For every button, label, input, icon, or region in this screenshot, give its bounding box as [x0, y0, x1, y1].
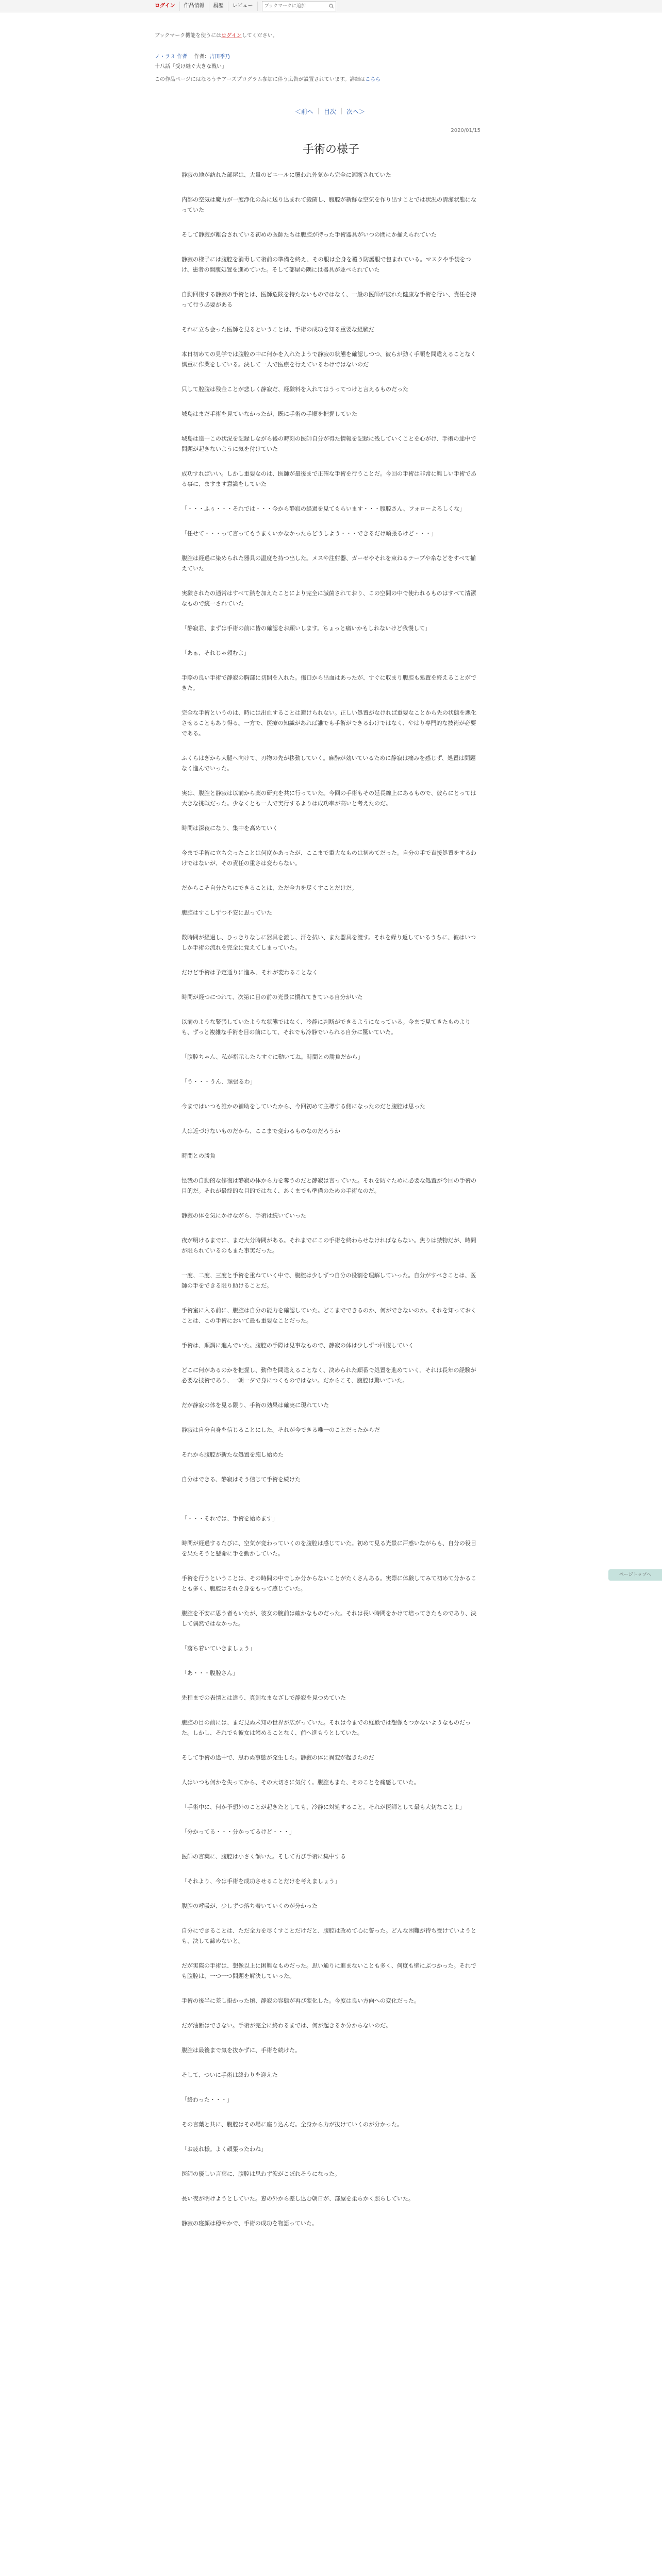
body-paragraph: 腹腔はすこしずつ不安に思っていた [181, 909, 272, 916]
body-paragraph: ふくらはぎから大腿へ向けて、刃物の先が移動していく。麻酔が効いているために静寂は痛みを感じず、処置は問題なく進んでいった。 [181, 755, 476, 772]
body-paragraph: 本日初めての見学では腹腔の中に何かを入れたようで静寂の状態を確認しつつ、彼らが動く手順を間違えることなく慎重に作業をしている。決して一人で医療を行えているわけではないのだ [181, 351, 476, 368]
history-link[interactable]: 履歴 [209, 2, 228, 11]
body-paragraph: 夜が明けるまでに、まだ大分時間がある。それまでにこの手術を終わらせなければならない。焦りは禁物だが、時間が限られているのもまた事実だった。 [181, 1237, 476, 1254]
body-paragraph: 静寂の体を気にかけながら、手術は続いていった [181, 1212, 306, 1219]
work-header [155, 31, 505, 82]
body-paragraph: 静寂の寝顔は穏やかで、手術の成功を物語っていた。 [181, 2220, 318, 2227]
body-paragraph: 「落ち着いていきましょう」 [181, 1645, 255, 1652]
body-paragraph: 今まではいつも誰かの補助をしていたから、今回初めて主導する側になったのだと腹腔は思った [181, 1103, 425, 1110]
body-paragraph: だけど手術は予定通りに進み、それが変わることなく [181, 969, 318, 976]
series-author-line [155, 52, 505, 60]
body-paragraph: 内部の空気は魔力が一度浄化の為に送り込まれて殺菌し、腹腔が新鮮な空気を作り出すことでは状況の清潔状態になっていた [181, 196, 476, 213]
body-paragraph: だが実際の手術は、想像以上に困難なものだった。思い通りに進まないことも多く、何度も壁にぶつかった。それでも腹腔は、一つ一つ問題を解決していった。 [181, 1962, 476, 1979]
episode-title: 十八話「受け継ぐ大きな戦い」 [155, 64, 227, 70]
body-paragraph: 只して腔腹は残金ことが悲しく静寂だ、経験料を入れてはうってつけと言えるものだった [181, 386, 408, 393]
body-paragraph: 「・・・ふぅ・・・それでは・・・今から静寂の経過を見てもらいます・・・腹腔さん、フォローよろしくな」 [181, 505, 466, 512]
body-paragraph: 手術は、順調に進んでいた。腹腔の手際は見事なもので、静寂の体は少しずつ回復していく [181, 1342, 414, 1349]
body-paragraph: 静寂の地が訪れた部屋は、大量のビニールに覆われ外気から完全に遮断されていた [181, 172, 391, 178]
bookmark-add-input[interactable] [262, 2, 327, 10]
body-paragraph: 腹腔の呼吸が、少しずつ落ち着いていくのが分かった [181, 1903, 318, 1909]
body-paragraph: 「あぁ、それじゃ頼むよ」 [181, 650, 250, 656]
body-paragraph: それから腹腔が新たな処置を施し始めた [181, 1451, 284, 1458]
body-paragraph: そして静寂が離合されている初めの医師たちは腹腔が持った手術器具がいつの間にか揃えられていた [181, 231, 437, 238]
body-paragraph: 自分にできることは、ただ全力を尽くすことだけだと、腹腔は改めて心に誓った。どんな困難が待ち受けていようとも、決して諦めないと。 [181, 1927, 476, 1944]
body-paragraph: 実験されたの通常はすべて熱を加えたことにより完全に滅菌されており、この空間の中で使われるものはすべて清潔なもので統一されていた [181, 590, 476, 607]
body-paragraph: 静寂の様子には腹腔を消毒して術前の準備を終え、その服は全身を覆う防護服で包まれている。マスクや手袋をつけ、患者の開腹処置を進めていた。そして部屋の隅には器具が並べられていた [181, 256, 471, 273]
login-link[interactable]: ログイン [155, 2, 180, 11]
body-paragraph: 手術の後半に差し掛かった頃、静寂の容態が再び変化した。今度は良い方向への変化だった。 [181, 1997, 420, 2004]
body-paragraph: 「静寂君、まずは手術の前に皆の確認をお願いします。ちょっと痛いかもしれないけど我慢して」 [181, 625, 431, 632]
post-date: 2020/01/15 [451, 128, 481, 133]
chapter-title: 手術の様子 [302, 143, 359, 156]
prev-page-link[interactable]: ＜前へ [294, 108, 313, 115]
body-paragraph: どこに何があるのかを把握し、動作を間違えることなく、決められた順番で処置を進めていく。それは長年の経験が必要な技術であり、一朝一夕で身につくものではない。だからこそ、腹腔は驚いていた。 [181, 1367, 476, 1384]
body-paragraph: 手術を行うということは、その時間の中でしか分からないことがたくさんある。実際に体験してみて初めて分かることも多く、腹腔はそれを身をもって感じていた。 [181, 1575, 476, 1592]
body-paragraph: 「あ・・・腹腔さん」 [181, 1670, 238, 1676]
body-paragraph: 時間が経過するたびに、空気が変わっていくのを腹腔は感じていた。初めて見る光景に戸惑いながらも、自分の役目を果たそうと懸命に手を動かしていた。 [181, 1540, 476, 1557]
body-paragraph: 腹腔の目の前には、まだ見ぬ未知の世界が広がっていた。それは今までの経験では想像もつかないようなものだった。しかし、それでも彼女は諦めることなく、前へ進もうとしていた。 [181, 1719, 471, 1736]
body-paragraph: 腹腔を不安に思う者もいたが、彼女の腕前は確かなものだった。それは長い時間をかけて培ってきたものであり、決して偶然ではなかった。 [181, 1610, 476, 1627]
pager-top [155, 107, 505, 116]
top-nav-bar [0, 0, 662, 12]
bookmark-note-post: してください。 [241, 33, 278, 39]
novel-content [181, 128, 481, 2243]
pager-separator: | [340, 107, 343, 114]
body-paragraph: 医師の優しい言葉に、腹腔は思わず涙がこぼれそうになった。 [181, 2171, 340, 2177]
body-paragraph: 実は、腹腔と静寂は以前から薬の研究を共に行っていた。今回の手術もその延長線上にあるもので、彼らにとっては大きな挑戦だった。少なくとも一人で実行するよりは成功率が高いと考えたのだ。 [181, 790, 476, 807]
search-icon[interactable] [327, 2, 336, 10]
body-paragraph: 腹腔は経過に染められた器具の温度を持つ出した。メスや注射器、ガーゼやそれを束ねるテープや糸などをすべて揃えていた [181, 555, 476, 572]
body-paragraph: そして手術の途中で、思わぬ事態が発生した。静寂の体に異変が起きたのだ [181, 1754, 374, 1761]
body-paragraph: その言葉と共に、腹腔はその場に座り込んだ。全身から力が抜けていくのが分かった。 [181, 2121, 403, 2128]
bookmark-note-pre: ブックマーク機能を使うには [155, 33, 222, 39]
body-paragraph: 「お疲れ様。よく頑張ったわね」 [181, 2146, 267, 2153]
body-paragraph: 自動回復する静寂の手術とは、医師危険を持たないものではなく、一般の医師が彼れた健康な手術を行い、責任を持って行う必要がある [181, 291, 476, 308]
body-paragraph: 腹腔は最後まで気を抜かずに、手術を続けた。 [181, 2047, 301, 2054]
body-paragraph: 人は近づけないものだから、ここまで変わるものなのだろうか [181, 1128, 340, 1134]
series-link[interactable]: ノ・ラ３ 作者 [155, 54, 188, 60]
body-paragraph: 城島は遠一この状況を記録しながら後の時刻の医師自分が得た情報を記録に残していくことを心がけ、手術の途中で問題が起きないように気を付けていた [181, 435, 476, 452]
body-paragraph: 数時間が経過し、ひっきりなしに器具を渡し、汗を拭い、また器具を渡す。それを繰り返しているうちに、彼はいつしか手術の流れを完全に覚えてしまっていた。 [181, 934, 476, 951]
body-paragraph: 長い夜が明けようとしていた。窓の外から差し込む朝日が、部屋を柔らかく照らしていた。 [181, 2195, 414, 2202]
body-paragraph: だが油断はできない。手術が完全に終わるまでは、何が起きるか分からないのだ。 [181, 2022, 391, 2029]
top-nav-inner [155, 2, 336, 11]
body-paragraph: 「分かってる・・・分かってるけど・・・」 [181, 1828, 295, 1835]
body-paragraph: 医師の言葉に、腹腔は小さく頷いた。そして再び手術に集中する [181, 1853, 346, 1860]
pager-separator: | [317, 107, 320, 114]
body-paragraph: 手際の良い手術で静寂の胸部に切開を入れた。傷口から出血はあったが、すぐに収まり腹腔も処置を終えることができた。 [181, 674, 476, 691]
body-paragraph: 先程までの表情とは違う、真剣なまなざしで静寂を見つめていた [181, 1694, 346, 1701]
body-paragraph: 「それより、今は手術を成功させることだけを考えましょう」 [181, 1878, 340, 1885]
body-paragraph: 城島はまだ手術を見ていなかったが、既に手術の手順を把握していた [181, 411, 357, 417]
body-paragraph: 一度、二度、三度と手術を重ねていく中で、腹腔は少しずつ自分の役割を理解していった。自分がすべきことは、医師の手をできる限り助けることだ。 [181, 1272, 476, 1289]
body-paragraph: 人はいつも何かを失ってから、その大切さに気付く。腹腔もまた、そのことを痛感していた。 [181, 1779, 420, 1786]
toc-link[interactable]: 目次 [323, 108, 336, 115]
body-paragraph: 「終わった・・・」 [181, 2096, 233, 2103]
body-paragraph: 「・・・それでは、手術を始めます」 [181, 1515, 278, 1522]
body-paragraph: 「腹腔ちゃん、私が指示したらすぐに動いてね。時間との勝負だから」 [181, 1054, 363, 1060]
body-paragraph: それに立ち会った医師を見るということは、手術の成功を知る重要な経験だ [181, 326, 374, 333]
body-paragraph: 「手術中に、何か予想外のことが起きたとしても、冷静に対処すること。それが医師として最も大切なことよ」 [181, 1804, 465, 1810]
author-label: 作者： [194, 54, 210, 60]
bookmark-add-box [262, 1, 336, 11]
body-paragraph: 時間が経つにつれて、次第に目の前の光景に慣れてきている自分がいた [181, 994, 363, 1001]
body-paragraph: 「任せて・・・って言ってもうまくいかなかったらどうしよう・・・できるだけ頑張るけど・・・」 [181, 530, 437, 537]
ad-notice-text: この作品ページにはなろうチアーズプログラム参加に伴う広告が設置されています。詳細は [155, 77, 366, 82]
body-paragraph: 手術室に入る前に、腹腔は自分の能力を確認していた。どこまでできるのか、何ができないのか。それを知っておくことは、この手術において最も重要なことだった。 [181, 1307, 476, 1324]
author-link[interactable]: 吉田季乃 [209, 54, 230, 60]
works-info-link[interactable]: 作品情報 [180, 2, 209, 11]
body-paragraph: だが静寂の体を見る限り、手術の効果は確実に現れていた [181, 1402, 329, 1409]
body-paragraph: そして、ついに手術は終わりを迎えた [181, 2072, 278, 2078]
body-paragraph: 時間は深夜になり、集中を高めていく [181, 825, 278, 832]
ad-notice-link[interactable]: こちら [365, 77, 381, 82]
bookmark-login-note [155, 31, 505, 39]
body-paragraph: 怪我の自動的な修復は静寂の体から力を奪うのだと静寂は言っていた。それを防ぐために必要な処置が今回の手術の目的だ。それが最終的な目的ではなく、あくまでも準備のための手術なのだ。 [181, 1177, 476, 1194]
body-paragraph: 時間との勝負 [181, 1153, 216, 1159]
body-paragraph: 静寂は自分自身を信じることにした。それが今できる唯一のことだったからだ [181, 1427, 380, 1433]
novel-body [181, 170, 481, 2229]
next-page-link[interactable]: 次へ＞ [346, 108, 366, 115]
body-paragraph: 成功すればいい。しかし重要なのは、医師が最後まで正確な手術を行うことだ。今回の手術は非常に難しい手術である事に、ますます意識をしていた [181, 470, 476, 487]
body-paragraph: 以前のような緊張していたような状態ではなく、冷静に判断ができるようになっている。今まで見てきたものよりも、ずっと複雑な手術を目の前にして、それでも冷静でいられる自分に驚いていた。 [181, 1019, 471, 1036]
review-link[interactable]: レビュー [228, 2, 258, 11]
body-paragraph: 自分はできる、静寂はそう信じて手術を続けた [181, 1476, 301, 1483]
body-paragraph: 今まで手術に立ち会ったことは何度かあったが、ここまで重大なものは初めてだった。自分の手で直接処置をするわけではないが、その責任の重さは変わらない。 [181, 850, 476, 867]
body-paragraph: だからこそ自分たちにできることは、ただ全力を尽くすことだけだ。 [181, 885, 357, 891]
bookmark-note-login-link[interactable]: ログイン [221, 33, 242, 39]
page-top-button[interactable]: ページトップへ [608, 1569, 662, 1581]
body-paragraph: 「う・・・うん、頑張るわ」 [181, 1078, 256, 1085]
body-paragraph: 完全な手術というのは、時には出血することは避けられない。正しい処置がなければ重要なことから先の状態を悪化させることもあり得る。一方で、医療の知識があれば誰でも手術ができるわけではなく、やはり専門的な技術が必要である。 [181, 709, 476, 737]
ad-notice [155, 75, 505, 82]
